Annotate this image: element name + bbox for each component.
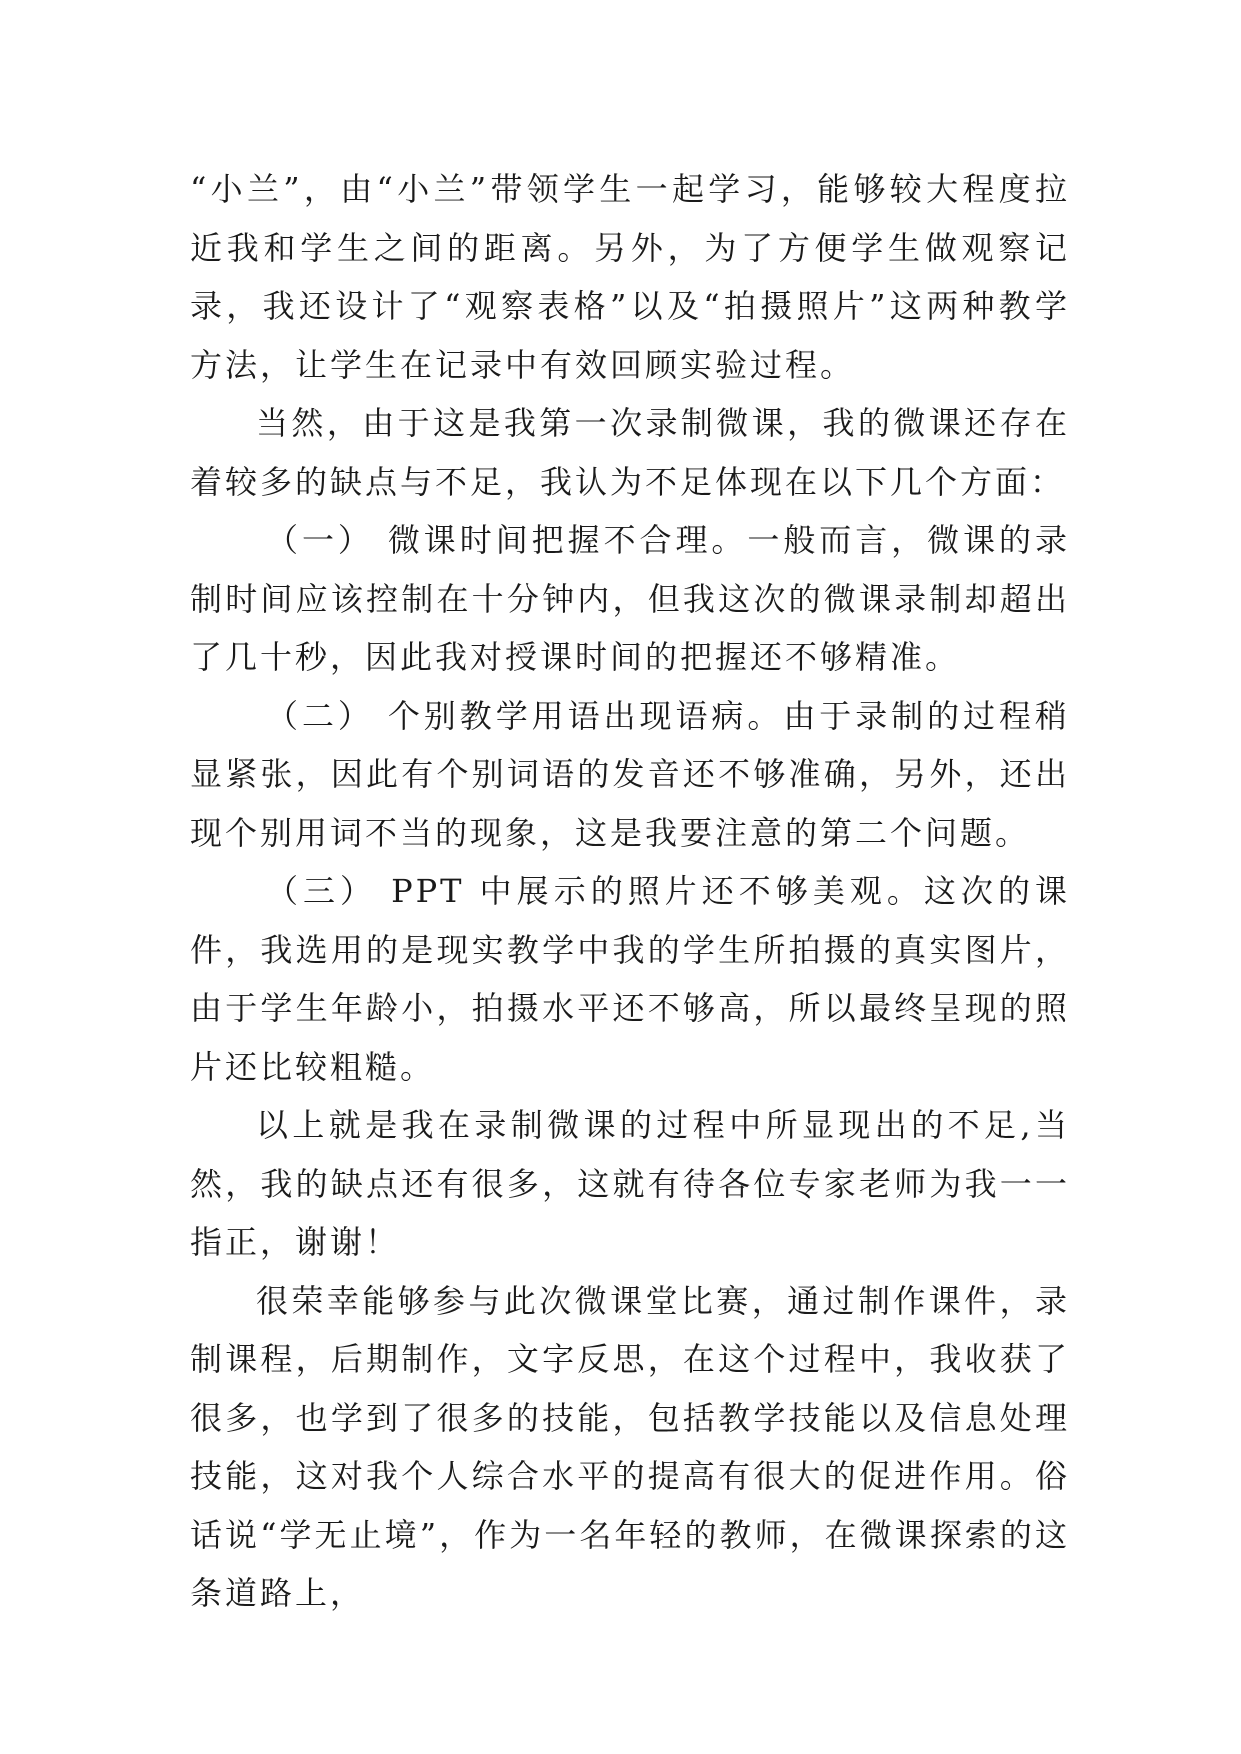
list-item-1-text: 微课时间把握不合理。一般而言，微课的录制时间应该控制在十分钟内，但我这次的微课录制却超出了几十秒，因此我对授课时间的把握还不够精准。	[190, 521, 1070, 676]
paragraph-reflection: 很荣幸能够参与此次微课堂比赛，通过制作课件，录制课程，后期制作，文字反思，在这个过程中，我收获了很多，也学到了很多的技能，包括教学技能以及信息处理技能，这对我个人综合水平的提高有很大的促进作用。俗话说“学无止境”，作为一名年轻的教师，在微课探索的这条道路上，	[190, 1281, 1070, 1612]
list-marker-1: （一）	[266, 521, 374, 559]
list-item-3	[190, 862, 1070, 1096]
list-marker-3: （三）	[266, 872, 378, 910]
list-item-2-text: 个别教学用语出现语病。由于录制的过程稍显紧张，因此有个别词语的发音还不够准确，另外，还出现个别用词不当的现象，这是我要注意的第二个问题。	[190, 696, 1070, 852]
paragraph-continuation: “小兰”，由“小兰”带领学生一起学习，能够较大程度拉近我和学生之间的距离。另外，为了方便学生做观察记录，我还设计了“观察表格”以及“拍摄照片”这两种教学方法，让学生在记录中有效回顾实验过程。	[190, 170, 1070, 384]
list-item-3-text: PPT 中展示的照片还不够美观。这次的课件，我选用的是现实教学中我的学生所拍摄的真实图片，由于学生年龄小，拍摄水平还不够高，所以最终呈现的照片还比较粗糙。	[190, 872, 1070, 1086]
paragraph-shortcomings-intro: 当然，由于这是我第一次录制微课，我的微课还存在着较多的缺点与不足，我认为不足体现在以下几个方面：	[190, 404, 1070, 501]
list-item-2	[190, 687, 1070, 863]
list-marker-2: （二）	[266, 696, 374, 735]
list-item-1	[190, 511, 1070, 687]
body-text	[190, 160, 1070, 1623]
paragraph-conclusion: 以上就是我在录制微课的过程中所显现出的不足,当然，我的缺点还有很多，这就有待各位专家老师为我一一指正，谢谢！	[190, 1106, 1070, 1261]
